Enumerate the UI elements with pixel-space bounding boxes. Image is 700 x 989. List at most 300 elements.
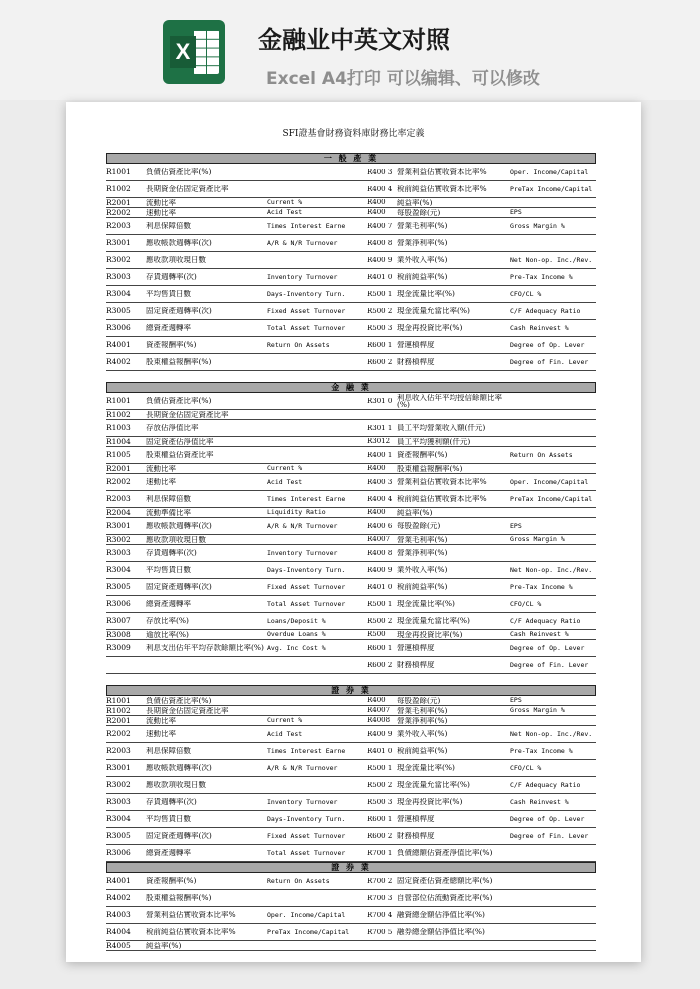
table-row — [106, 941, 596, 951]
cell-code: R3005 — [106, 832, 131, 840]
cell-name-zh: 存貨週轉率(次) — [146, 273, 197, 281]
table-row — [106, 873, 596, 890]
cell-name-zh-2: 財務槓桿度 — [397, 832, 435, 840]
cell-name-en: Inventory Turnover — [267, 273, 338, 281]
cell-name-en-2: C/F Adequacy Ratio — [510, 617, 581, 625]
cell-code-2: R700 3 — [367, 894, 393, 902]
cell-name-zh-2: 財務槓桿度 — [397, 358, 435, 366]
table-row — [106, 640, 596, 657]
cell-name-zh-2: 營業淨利率(%) — [397, 716, 448, 725]
cell-code: R1002 — [106, 706, 131, 715]
cell-code-2: R500 1 — [367, 764, 393, 772]
cell-name-en: Inventory Turnover — [267, 798, 338, 806]
cell-name-zh-2: 現金流量允當比率(%) — [397, 781, 470, 789]
cell-name-zh: 固定資產週轉率(次) — [146, 583, 212, 591]
cell-name-zh-2: 現金流量比率(%) — [397, 764, 455, 772]
cell-code-2: R400 4 — [367, 185, 393, 193]
cell-name-zh: 存放佔淨值比率 — [146, 424, 199, 432]
table-row — [106, 491, 596, 508]
cell-name-en-2: Degree of Op. Lever — [510, 341, 585, 349]
cell-code: R3001 — [106, 239, 131, 247]
cell-code: R2003 — [106, 222, 131, 230]
cell-name-en: Fixed Asset Turnover — [267, 583, 346, 591]
cell-name-zh-2: 業外收入率(%) — [397, 256, 448, 264]
cell-name-en: Return On Assets — [267, 877, 330, 885]
table-row — [106, 924, 596, 941]
cell-code-2: R400 8 — [367, 549, 393, 557]
cell-name-zh: 平均售貨日數 — [146, 815, 191, 823]
cell-name-en: Acid Test — [267, 209, 303, 216]
cell-code-2: R400 3 — [367, 478, 393, 486]
cell-code-2: R301 1 — [367, 424, 393, 432]
cell-name-en: Days-Inventory Turn. — [267, 566, 346, 574]
cell-code: R2001 — [106, 198, 131, 207]
cell-name-zh-2: 利息收入佔年平均授信餘額比率(%) — [397, 393, 502, 409]
cell-name-zh-2: 營業利益佔實收資本比率% — [397, 478, 487, 486]
cell-name-zh-2: 負債總額佔資產淨值比率(%) — [397, 849, 493, 857]
cell-name-en: Inventory Turnover — [267, 549, 338, 557]
cell-name-zh-2: 現金再投資比率(%) — [397, 630, 463, 639]
cell-name-zh: 利息支出佔年平均存款餘額比率(%) — [146, 644, 264, 652]
cell-name-zh-2: 資產報酬率(%) — [397, 451, 448, 459]
cell-name-en-2: Degree of Fin. Lever — [510, 832, 589, 840]
cell-name-en: Current % — [267, 199, 303, 206]
cell-name-en-2: Cash Reinvest % — [510, 324, 569, 332]
cell-code-2: R401 0 — [367, 747, 393, 755]
excel-icon — [163, 20, 225, 84]
cell-code: R4003 — [106, 911, 131, 919]
cell-name-zh: 存貨週轉率(次) — [146, 549, 197, 557]
cell-name-zh: 利息保障倍數 — [146, 495, 191, 503]
cell-name-zh-2: 現金流量允當比率(%) — [397, 617, 470, 625]
table-row — [106, 252, 596, 269]
table-row — [106, 474, 596, 491]
cell-code-2: R500 3 — [367, 324, 393, 332]
cell-code: R3002 — [106, 256, 131, 264]
page-subtitle: Excel A4打印 可以编辑、可以修改 — [266, 69, 540, 89]
cell-name-en: Loans/Deposit % — [267, 617, 326, 625]
cell-name-en-2: Cash Reinvest % — [510, 631, 569, 638]
cell-code-2: R4008 — [367, 717, 391, 724]
cell-code-2: R400 — [367, 209, 386, 216]
section-header: 證 券 業 — [106, 685, 596, 696]
cell-name-zh-2: 業外收入率(%) — [397, 730, 448, 738]
cell-name-zh-2: 現金流量允當比率(%) — [397, 307, 470, 315]
cell-code-2: R600 1 — [367, 341, 393, 349]
cell-code-2: R500 2 — [367, 781, 393, 789]
cell-name-en-2: Oper. Income/Capital — [510, 478, 589, 486]
cell-name-zh: 平均售貨日數 — [146, 290, 191, 298]
cell-name-zh-2: 現金流量比率(%) — [397, 600, 455, 608]
cell-code: R3003 — [106, 273, 131, 281]
cell-name-zh: 流動比率 — [146, 464, 176, 473]
cell-code: R2002 — [106, 478, 131, 486]
cell-code: R3004 — [106, 815, 131, 823]
cell-code-2: R4007 — [367, 707, 391, 714]
cell-code-2: R301 0 — [367, 397, 393, 405]
cell-code-2: R500 2 — [367, 307, 393, 315]
cell-name-zh-2: 業外收入率(%) — [397, 566, 448, 574]
document-page — [66, 102, 641, 962]
table-row — [106, 337, 596, 354]
cell-code: R1001 — [106, 168, 131, 176]
cell-name-zh: 固定資產週轉率(次) — [146, 307, 212, 315]
cell-name-zh: 流動比率 — [146, 198, 176, 207]
cell-code: R4001 — [106, 877, 131, 885]
cell-name-zh: 長期資金佔固定資產比率 — [146, 185, 229, 193]
cell-code: R3005 — [106, 583, 131, 591]
cell-name-zh-2: 營運槓桿度 — [397, 341, 435, 349]
cell-name-zh-2: 營業毛利率(%) — [397, 706, 448, 715]
cell-name-zh: 流動準備比率 — [146, 508, 191, 517]
cell-name-en: Acid Test — [267, 730, 303, 738]
cell-name-en: Overdue Loans % — [267, 631, 326, 638]
cell-name-zh-2: 融券總金額佔淨值比率(%) — [397, 928, 485, 936]
cell-code-2: R700 5 — [367, 928, 393, 936]
cell-code: R1001 — [106, 696, 131, 705]
table-row — [106, 777, 596, 794]
table-row — [106, 579, 596, 596]
cell-name-en: Current % — [267, 465, 303, 472]
table-row — [106, 437, 596, 447]
cell-name-en-2: Degree of Fin. Lever — [510, 661, 589, 669]
cell-name-en-2: Pre-Tax Income % — [510, 747, 573, 755]
cell-code: R3001 — [106, 522, 131, 530]
cell-name-en: Acid Test — [267, 478, 303, 486]
cell-name-zh: 應收帳款週轉率(次) — [146, 239, 212, 247]
cell-code: R2003 — [106, 747, 131, 755]
cell-code: R3004 — [106, 290, 131, 298]
cell-name-zh-2: 現金再投資比率(%) — [397, 324, 463, 332]
cell-name-en-2: Degree of Op. Lever — [510, 815, 585, 823]
table-row — [106, 726, 596, 743]
cell-name-zh: 應收帳款週轉率(次) — [146, 522, 212, 530]
table-row — [106, 794, 596, 811]
cell-code: R3005 — [106, 307, 131, 315]
cell-code: R4002 — [106, 894, 131, 902]
cell-name-zh: 長期資金佔固定資產比率 — [146, 706, 229, 715]
table-row — [106, 545, 596, 562]
cell-code: R1002 — [106, 410, 131, 419]
cell-name-en-2: Gross Margin % — [510, 222, 565, 230]
cell-code: R3006 — [106, 324, 131, 332]
cell-name-en-2: PreTax Income/Capital — [510, 495, 593, 503]
cell-name-zh-2: 財務槓桿度 — [397, 661, 435, 669]
cell-name-zh-2: 稅前純益率(%) — [397, 273, 448, 281]
cell-name-en: A/R & N/R Turnover — [267, 764, 338, 772]
table-row — [106, 657, 596, 674]
table-row — [106, 198, 596, 208]
cell-name-zh: 速動比率 — [146, 730, 176, 738]
cell-name-zh: 純益率(%) — [146, 941, 182, 950]
table-row — [106, 760, 596, 777]
cell-name-en-2: Oper. Income/Capital — [510, 168, 589, 176]
cell-code-2: R500 2 — [367, 617, 393, 625]
table-row — [106, 743, 596, 760]
cell-name-zh-2: 營業利益佔實收資本比率% — [397, 168, 487, 176]
cell-code: R3004 — [106, 566, 131, 574]
cell-code: R2002 — [106, 730, 131, 738]
cell-name-zh: 長期資金佔固定資產比率 — [146, 410, 229, 419]
header-banner — [0, 0, 700, 100]
table-row — [106, 181, 596, 198]
cell-name-zh: 速動比率 — [146, 208, 176, 217]
cell-code: R3006 — [106, 600, 131, 608]
document-title: SFI證基會財務資料庫財務比率定義 — [282, 129, 425, 139]
section-header: 證 券 業 — [106, 862, 596, 873]
cell-name-en-2: CFO/CL % — [510, 764, 542, 772]
cell-code: R3002 — [106, 781, 131, 789]
cell-name-zh: 稅前純益佔實收資本比率% — [146, 928, 236, 936]
table-row — [106, 303, 596, 320]
cell-code-2: R500 1 — [367, 290, 393, 298]
section-header: 一 般 產 業 — [106, 153, 596, 164]
cell-name-en: PreTax Income/Capital — [267, 928, 350, 936]
cell-name-zh-2: 員工平均獲利額(仟元) — [397, 437, 471, 446]
cell-name-en: Return On Assets — [267, 341, 330, 349]
cell-name-zh-2: 營運槓桿度 — [397, 815, 435, 823]
cell-name-zh-2: 稅前純益率(%) — [397, 583, 448, 591]
cell-code-2: R400 9 — [367, 566, 393, 574]
cell-name-zh-2: 自營部位佔流動資產比率(%) — [397, 894, 493, 902]
table-row — [106, 420, 596, 437]
cell-code-2: R600 1 — [367, 815, 393, 823]
cell-name-zh: 平均售貨日數 — [146, 566, 191, 574]
table-row — [106, 164, 596, 181]
cell-name-zh: 應收款項收現日數 — [146, 781, 206, 789]
table-row — [106, 208, 596, 218]
cell-code-2: R500 3 — [367, 798, 393, 806]
cell-name-zh-2: 營業淨利率(%) — [397, 549, 448, 557]
table-row — [106, 464, 596, 474]
cell-code: R2002 — [106, 208, 131, 217]
cell-name-zh: 存放比率(%) — [146, 617, 189, 625]
cell-name-zh: 股東權益佔資產比率 — [146, 451, 214, 459]
cell-name-zh: 負債佔資產比率(%) — [146, 168, 212, 176]
cell-name-zh: 逾放比率(%) — [146, 630, 189, 639]
cell-name-zh: 總資產週轉率 — [146, 849, 191, 857]
cell-name-en-2: Degree of Fin. Lever — [510, 358, 589, 366]
cell-name-en-2: Degree of Op. Lever — [510, 644, 585, 652]
cell-name-en-2: Gross Margin % — [510, 536, 565, 543]
cell-name-zh-2: 現金再投資比率(%) — [397, 798, 463, 806]
cell-code: R3009 — [106, 644, 131, 652]
cell-name-zh-2: 稅前純益佔實收資本比率% — [397, 495, 487, 503]
cell-name-en: Total Asset Turnover — [267, 849, 346, 857]
cell-name-en-2: PreTax Income/Capital — [510, 185, 593, 193]
page-title: 金融业中英文对照 — [258, 26, 450, 54]
cell-code-2: R400 — [367, 465, 386, 472]
cell-name-en: Fixed Asset Turnover — [267, 832, 346, 840]
cell-name-zh-2: 每股盈餘(元) — [397, 208, 441, 217]
cell-code: R4001 — [106, 341, 131, 349]
cell-name-en-2: Gross Margin % — [510, 707, 565, 714]
cell-code: R4005 — [106, 941, 131, 950]
table-row — [106, 354, 596, 371]
cell-name-en-2: CFO/CL % — [510, 290, 542, 298]
cell-code: R2001 — [106, 464, 131, 473]
table-row — [106, 235, 596, 252]
section-spacer — [106, 674, 596, 685]
excel-x-letter: X — [170, 36, 196, 68]
cell-code: R2004 — [106, 508, 131, 517]
cell-code: R1002 — [106, 185, 131, 193]
cell-code-2: R700 4 — [367, 911, 393, 919]
cell-name-zh: 股東權益報酬率(%) — [146, 358, 212, 366]
cell-code: R3001 — [106, 764, 131, 772]
cell-code-2: R700 1 — [367, 849, 393, 857]
cell-name-zh: 總資產週轉率 — [146, 324, 191, 332]
cell-code-2: R700 2 — [367, 877, 393, 885]
cell-name-zh-2: 現金流量比率(%) — [397, 290, 455, 298]
cell-name-en: Times Interest Earne — [267, 747, 346, 755]
cell-name-zh-2: 營運槓桿度 — [397, 644, 435, 652]
cell-name-en-2: C/F Adequacy Ratio — [510, 781, 581, 789]
cell-code: R1004 — [106, 437, 131, 446]
cell-name-zh: 存貨週轉率(次) — [146, 798, 197, 806]
cell-code-2: R400 — [367, 697, 386, 704]
cell-name-zh-2: 純益率(%) — [397, 508, 433, 517]
cell-code-2: R400 9 — [367, 730, 393, 738]
cell-name-zh: 速動比率 — [146, 478, 176, 486]
cell-code-2: R400 1 — [367, 451, 393, 459]
table-row — [106, 508, 596, 518]
cell-code-2: R400 7 — [367, 222, 393, 230]
cell-code: R3008 — [106, 630, 131, 639]
cell-name-en: Fixed Asset Turnover — [267, 307, 346, 315]
cell-name-zh-2: 稅前純益率(%) — [397, 747, 448, 755]
table-row — [106, 706, 596, 716]
table-row — [106, 613, 596, 630]
cell-name-zh: 應收款項收現日數 — [146, 256, 206, 264]
cell-name-zh-2: 營業毛利率(%) — [397, 535, 448, 544]
cell-name-zh: 資產報酬率(%) — [146, 341, 197, 349]
cell-name-zh: 固定資產佔淨值比率 — [146, 437, 214, 446]
cell-name-en-2: Cash Reinvest % — [510, 798, 569, 806]
cell-code: R1005 — [106, 451, 131, 459]
cell-name-zh: 股東權益報酬率(%) — [146, 894, 212, 902]
table-row — [106, 269, 596, 286]
table-row — [106, 907, 596, 924]
cell-code-2: R401 0 — [367, 583, 393, 591]
cell-code: R4002 — [106, 358, 131, 366]
cell-name-zh: 資產報酬率(%) — [146, 877, 197, 885]
cell-name-zh: 應收帳款週轉率(次) — [146, 764, 212, 772]
cell-name-en: Times Interest Earne — [267, 495, 346, 503]
section-header: 金 融 業 — [106, 382, 596, 393]
cell-code: R2001 — [106, 716, 131, 725]
cell-code-2: R500 1 — [367, 600, 393, 608]
cell-name-en: Avg. Inc Cost % — [267, 644, 326, 652]
table-row — [106, 286, 596, 303]
table-row — [106, 596, 596, 613]
cell-code: R3007 — [106, 617, 131, 625]
cell-name-en-2: CFO/CL % — [510, 600, 542, 608]
spreadsheet-grid-icon — [193, 30, 219, 74]
cell-name-zh-2: 融資總金額佔淨值比率(%) — [397, 911, 485, 919]
cell-code-2: R400 3 — [367, 168, 393, 176]
cell-code-2: R400 4 — [367, 495, 393, 503]
cell-name-zh-2: 稅前純益佔實收資本比率% — [397, 185, 487, 193]
cell-code-2: R600 2 — [367, 358, 393, 366]
cell-code: R3002 — [106, 535, 131, 544]
cell-code: R3003 — [106, 798, 131, 806]
ratio-definition-table — [106, 153, 596, 951]
cell-name-en: Current % — [267, 717, 303, 724]
cell-code-2: R400 — [367, 509, 386, 516]
cell-name-en: Oper. Income/Capital — [267, 911, 346, 919]
cell-code: R4004 — [106, 928, 131, 936]
table-row — [106, 447, 596, 464]
cell-code-2: R400 6 — [367, 522, 393, 530]
cell-code-2: R600 2 — [367, 661, 393, 669]
section-spacer — [106, 371, 596, 382]
cell-name-en: Times Interest Earne — [267, 222, 346, 230]
cell-name-en-2: Net Non-op. Inc./Rev. — [510, 730, 593, 738]
cell-name-zh-2: 股東權益報酬率(%) — [397, 464, 463, 473]
cell-code-2: R400 — [367, 199, 386, 206]
cell-name-en-2: C/F Adequacy Ratio — [510, 307, 581, 315]
table-row — [106, 716, 596, 726]
cell-name-zh: 總資產週轉率 — [146, 600, 191, 608]
cell-code: R3006 — [106, 849, 131, 857]
table-row — [106, 218, 596, 235]
cell-code-2: R401 0 — [367, 273, 393, 281]
cell-code-2: R500 — [367, 631, 386, 638]
cell-name-zh: 負債佔資產比率(%) — [146, 696, 212, 705]
cell-name-en: A/R & N/R Turnover — [267, 239, 338, 247]
table-row — [106, 828, 596, 845]
cell-name-en-2: Net Non-op. Inc./Rev. — [510, 256, 593, 264]
cell-name-zh: 利息保障倍數 — [146, 747, 191, 755]
cell-code-2: R400 8 — [367, 239, 393, 247]
cell-code-2: R3012 — [367, 438, 391, 445]
cell-name-zh: 利息保障倍數 — [146, 222, 191, 230]
cell-name-zh: 應收款項收現日數 — [146, 535, 206, 544]
cell-name-en: Total Asset Turnover — [267, 600, 346, 608]
table-row — [106, 518, 596, 535]
table-row — [106, 696, 596, 706]
table-row — [106, 562, 596, 579]
cell-name-zh-2: 固定資產佔資產總額比率(%) — [397, 877, 493, 885]
cell-name-zh-2: 純益率(%) — [397, 198, 433, 207]
cell-name-en: Total Asset Turnover — [267, 324, 346, 332]
cell-code-2: R600 2 — [367, 832, 393, 840]
table-row — [106, 845, 596, 862]
table-row — [106, 630, 596, 640]
cell-name-en: A/R & N/R Turnover — [267, 522, 338, 530]
table-row — [106, 393, 596, 410]
cell-name-en-2: EPS — [510, 209, 522, 216]
table-row — [106, 320, 596, 337]
cell-name-en: Days-Inventory Turn. — [267, 290, 346, 298]
cell-name-en: Days-Inventory Turn. — [267, 815, 346, 823]
cell-name-en-2: EPS — [510, 522, 522, 530]
cell-name-en-2: Net Non-op. Inc./Rev. — [510, 566, 593, 574]
table-row — [106, 535, 596, 545]
cell-code: R3003 — [106, 549, 131, 557]
cell-name-zh-2: 每股盈餘(元) — [397, 696, 441, 705]
cell-name-zh: 負債佔資產比率(%) — [146, 397, 212, 405]
cell-name-zh: 固定資產週轉率(次) — [146, 832, 212, 840]
cell-name-zh-2: 營業淨利率(%) — [397, 239, 448, 247]
cell-name-en-2: Pre-Tax Income % — [510, 583, 573, 591]
cell-name-en-2: Return On Assets — [510, 451, 573, 459]
cell-code: R1001 — [106, 397, 131, 405]
cell-name-zh-2: 每股盈餘(元) — [397, 522, 441, 530]
cell-name-zh-2: 員工平均營業收入額(仟元) — [397, 424, 486, 432]
cell-code-2: R4007 — [367, 536, 391, 543]
